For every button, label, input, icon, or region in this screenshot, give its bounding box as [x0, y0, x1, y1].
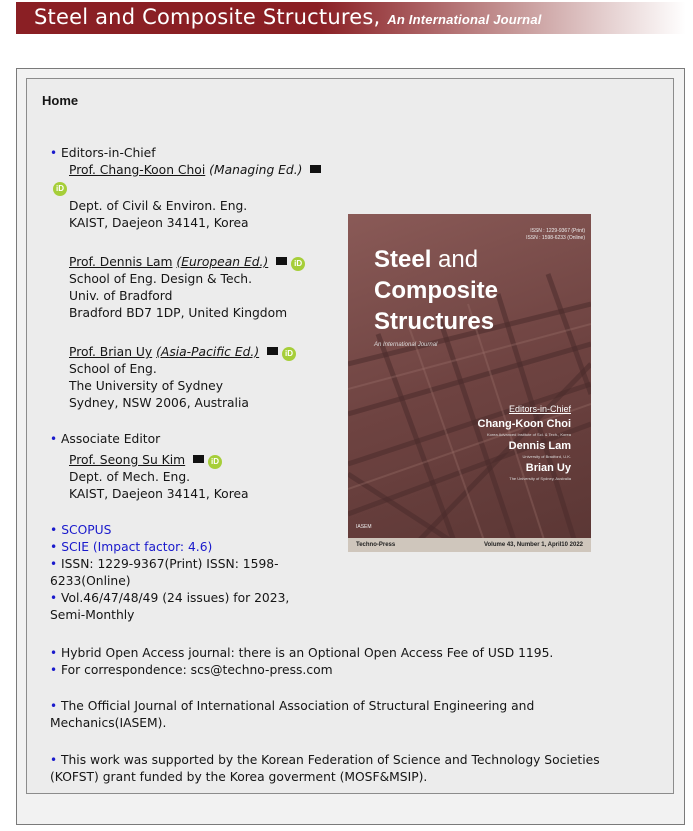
page-title: Home: [42, 93, 79, 108]
editor-choi-role: (Managing Ed.): [209, 163, 303, 177]
orcid-icon[interactable]: iD: [53, 182, 67, 196]
editor-lam-role: (European Ed.): [176, 255, 269, 269]
issn-info: • ISSN: 1229-9367(Print) ISSN: 1598-: [50, 557, 279, 571]
open-access-info: • Hybrid Open Access journal: there is an Optional Open Access Fee of USD 1195.: [50, 646, 554, 660]
orcid-icon[interactable]: iD: [282, 347, 296, 361]
cover-eic-label: Editors-in-Chief: [508, 404, 571, 414]
cover-editor-1-affil: Korea Advanced Institute of Sci. & Tech., Korea: [487, 432, 571, 437]
official-journal-info: • The Official Journal of International Association of Structural Engineering and: [50, 699, 535, 713]
journal-cover-image[interactable]: [348, 214, 591, 552]
editor-kim-affil-2: KAIST, Daejeon 34141, Korea: [69, 487, 249, 501]
orcid-icon[interactable]: iD: [208, 455, 222, 469]
orcid-icon[interactable]: iD: [291, 257, 305, 271]
editor-lam-affil-2: Univ. of Bradford: [69, 289, 173, 303]
journal-banner: [16, 2, 686, 34]
editor-uy-affil-3: Sydney, NSW 2006, Australia: [69, 396, 249, 410]
assoc-heading: • Associate Editor: [50, 432, 161, 446]
editor-lam: [69, 254, 305, 271]
cover-iasem-logo: IASEM: [356, 524, 372, 530]
cover-editor-2-affil: University of Bradford, U.K.: [522, 454, 571, 459]
editor-uy-affil-2: The University of Sydney: [69, 379, 224, 393]
cover-editor-1: Chang-Koon Choi: [477, 418, 571, 430]
editor-kim-link[interactable]: Prof. Seong Su Kim: [69, 453, 186, 467]
cover-editor-3: Brian Uy: [525, 462, 571, 474]
cover-footer: [348, 538, 591, 552]
eic-heading: • Editors-in-Chief: [50, 146, 156, 160]
cover-title: Steel and Composite Structures: [374, 246, 499, 335]
cover-issn: ISSN : 1229-9367 (Print) ISSN : 1598-6233 (Online): [526, 228, 585, 241]
editor-choi: [69, 162, 321, 178]
editor-kim: [69, 452, 222, 469]
mail-icon[interactable]: [267, 347, 278, 355]
editor-lam-affil-1: School of Eng. Design & Tech.: [69, 272, 252, 286]
journal-subtitle: An International Journal: [387, 12, 542, 27]
editor-choi-affil-2: KAIST, Daejeon 34141, Korea: [69, 216, 249, 230]
editor-choi-link[interactable]: Prof. Chang-Koon Choi: [69, 163, 206, 177]
editor-kim-affil-1: Dept. of Mech. Eng.: [69, 470, 191, 484]
issn-info-2: 6233(Online): [50, 574, 131, 588]
journal-title: Steel and Composite Structures,: [34, 5, 381, 29]
banner-title: [34, 5, 542, 29]
cover-publisher: Techno-Press: [356, 542, 396, 548]
scopus-link[interactable]: • SCOPUS: [50, 523, 112, 537]
editor-choi-affil-1: Dept. of Civil & Environ. Eng.: [69, 199, 248, 213]
editor-lam-affil-3: Bradford BD7 1DP, United Kingdom: [69, 306, 288, 320]
assoc-heading-label: Associate Editor: [61, 432, 161, 446]
mail-icon[interactable]: [193, 455, 204, 463]
support-info: • This work was supported by the Korean Federation of Science and Technology Societies: [50, 753, 600, 767]
eic-heading-label: Editors-in-Chief: [61, 146, 156, 160]
cover-editor-2: Dennis Lam: [508, 440, 571, 452]
correspondence-info: • For correspondence: scs@techno-press.com: [50, 663, 333, 677]
scie-link[interactable]: • SCIE (Impact factor: 4.6): [50, 540, 213, 554]
editor-lam-link[interactable]: Prof. Dennis Lam: [69, 255, 173, 269]
editor-uy-affil-1: School of Eng.: [69, 362, 157, 376]
editor-uy-role: (Asia-Pacific Ed.): [156, 345, 260, 359]
cover-issue: Volume 43, Number 1, April10 2022: [483, 542, 583, 548]
cover-subtitle: An International Journal: [374, 342, 438, 348]
mail-icon[interactable]: [310, 165, 321, 173]
support-info-2: (KOFST) grant funded by the Korea goverment (MOSF&MSIP).: [50, 770, 428, 784]
volume-info-2: Semi-Monthly: [50, 608, 135, 622]
editor-uy: [69, 344, 296, 361]
official-journal-info-2: Mechanics(IASEM).: [50, 716, 167, 730]
cover-editor-3-affil: The University of Sydney, Australia: [509, 476, 571, 481]
volume-info: • Vol.46/47/48/49 (24 issues) for 2023,: [50, 591, 290, 605]
mail-icon[interactable]: [276, 257, 287, 265]
orcid-choi[interactable]: [53, 179, 67, 196]
editor-uy-link[interactable]: Prof. Brian Uy: [69, 345, 153, 359]
